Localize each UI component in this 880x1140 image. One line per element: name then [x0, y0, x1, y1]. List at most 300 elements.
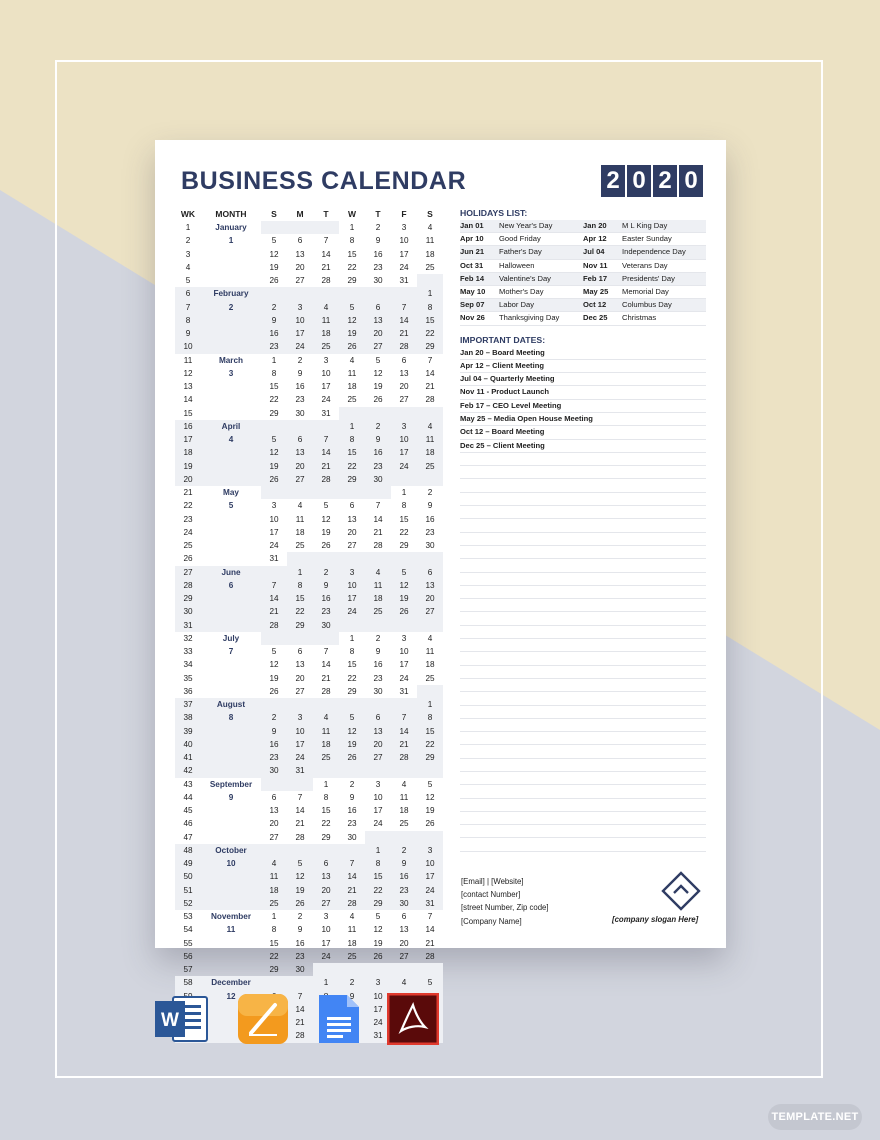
day-cell: 8 — [271, 925, 277, 935]
week-number: 40 — [183, 739, 193, 749]
week-row — [175, 592, 443, 605]
week-number: 44 — [183, 792, 193, 802]
week-row — [175, 804, 443, 817]
day-cell: 10 — [295, 726, 305, 736]
week-number: 51 — [183, 885, 193, 895]
holiday-entry — [583, 312, 706, 324]
day-cell: 22 — [269, 395, 279, 405]
week-number: 47 — [183, 832, 193, 842]
day-cell: 5 — [297, 859, 303, 868]
day-cell: 21 — [295, 1018, 305, 1027]
day-cell: 7 — [401, 713, 407, 723]
day-cell: 13 — [321, 872, 331, 882]
day-cell: 17 — [425, 872, 435, 882]
day-cell: 25 — [295, 541, 305, 550]
day-cell: 21 — [321, 461, 331, 471]
day-cell: 5 — [427, 978, 433, 988]
day-cell: 1 — [323, 978, 329, 988]
day-cell: 5 — [349, 713, 355, 723]
day-cell: 14 — [347, 872, 357, 882]
week-number: 52 — [183, 898, 193, 908]
important-date-item: Jul 04 – Quarterly Meeting — [460, 373, 706, 386]
day-cell: 9 — [375, 236, 381, 246]
holiday-row — [460, 260, 706, 273]
day-cell: 8 — [401, 501, 407, 511]
column-header: F — [401, 209, 407, 219]
week-number: 1 — [185, 223, 191, 232]
day-cell: 27 — [269, 832, 279, 842]
day-cell: 2 — [297, 355, 303, 365]
blank-line — [460, 759, 706, 772]
day-cell: 21 — [425, 938, 435, 948]
contact-line: [Company Name] — [461, 916, 522, 926]
day-cell: 26 — [269, 276, 279, 285]
empty-cell — [287, 221, 313, 234]
day-cell: 31 — [399, 686, 409, 696]
week-number: 17 — [183, 435, 193, 444]
day-cell: 30 — [295, 408, 305, 418]
holiday-date: Feb 17 — [583, 273, 608, 283]
company-logo-icon — [661, 871, 701, 911]
day-cell: 19 — [425, 806, 435, 815]
day-cell: 23 — [425, 527, 435, 537]
day-cell: 3 — [323, 355, 329, 365]
day-cell: 5 — [401, 567, 407, 577]
day-cell: 11 — [295, 514, 305, 524]
word-icon[interactable] — [155, 993, 211, 1045]
week-number: 16 — [183, 421, 193, 431]
google-docs-icon[interactable] — [317, 993, 361, 1045]
day-cell: 28 — [321, 474, 331, 484]
calendar-table — [175, 207, 443, 1043]
day-cell: 18 — [295, 527, 305, 537]
week-number: 33 — [183, 647, 193, 656]
holiday-date: Apr 12 — [583, 234, 607, 244]
day-cell: 7 — [427, 355, 433, 365]
day-cell: 28 — [321, 276, 331, 285]
day-cell: 23 — [295, 951, 305, 961]
day-cell: 31 — [295, 766, 305, 776]
week-row — [175, 261, 443, 274]
day-cell: 1 — [323, 779, 329, 789]
day-cell: 20 — [373, 329, 383, 338]
blank-line — [460, 838, 706, 851]
day-cell: 29 — [269, 408, 279, 418]
day-cell: 16 — [269, 739, 279, 749]
week-row — [175, 287, 443, 300]
day-cell: 18 — [425, 249, 435, 259]
month-name: June — [221, 567, 241, 577]
day-cell: 27 — [373, 342, 383, 352]
day-cell: 26 — [347, 342, 357, 352]
day-cell: 27 — [295, 474, 305, 484]
day-cell: 12 — [425, 792, 435, 802]
week-number: 3 — [185, 249, 191, 259]
holiday-row — [460, 233, 706, 246]
day-cell: 17 — [373, 1004, 383, 1014]
holiday-row — [460, 312, 706, 325]
week-row — [175, 314, 443, 327]
week-number: 27 — [183, 567, 193, 577]
month-name: November — [210, 912, 252, 921]
day-cell: 17 — [399, 660, 409, 670]
day-cell: 26 — [269, 686, 279, 696]
holiday-row — [460, 220, 706, 233]
holiday-name: Veterans Day — [622, 260, 668, 270]
day-cell: 19 — [269, 262, 279, 272]
day-cell: 22 — [347, 262, 357, 272]
week-number: 49 — [183, 859, 193, 868]
day-cell: 24 — [399, 461, 409, 471]
holiday-entry — [583, 286, 706, 298]
day-cell: 31 — [269, 554, 279, 564]
important-date-item: May 25 – Media Open House Meeting — [460, 413, 706, 426]
day-cell: 24 — [425, 885, 435, 895]
day-cell: 23 — [321, 607, 331, 617]
day-cell: 21 — [321, 262, 331, 272]
month-name: December — [211, 978, 251, 988]
blank-line — [460, 785, 706, 798]
month-number: 8 — [228, 713, 234, 723]
day-cell: 21 — [269, 607, 279, 617]
day-cell: 14 — [269, 594, 279, 603]
week-row — [175, 552, 443, 565]
day-cell: 7 — [427, 912, 433, 921]
day-cell: 14 — [321, 660, 331, 670]
month-number: 1 — [228, 236, 234, 246]
week-number: 31 — [183, 620, 193, 630]
week-row — [175, 605, 443, 618]
day-cell: 13 — [295, 249, 305, 259]
day-cell: 24 — [373, 819, 383, 829]
week-number: 29 — [183, 594, 193, 603]
blank-line — [460, 506, 706, 519]
holiday-date: Jan 01 — [460, 221, 484, 230]
day-cell: 3 — [349, 567, 355, 577]
day-cell: 9 — [271, 315, 277, 325]
day-cell: 7 — [375, 501, 381, 511]
day-cell: 11 — [425, 236, 435, 246]
week-number: 30 — [183, 607, 193, 617]
day-cell: 19 — [269, 673, 279, 683]
day-cell: 9 — [349, 991, 355, 1001]
day-cell: 27 — [399, 951, 409, 961]
column-header: WK — [180, 209, 196, 219]
day-cell: 22 — [425, 329, 435, 338]
column-header: T — [323, 209, 329, 219]
holiday-entry — [460, 246, 583, 258]
day-cell: 18 — [321, 329, 331, 338]
pages-icon[interactable] — [237, 993, 289, 1045]
week-number: 13 — [183, 382, 193, 391]
week-number: 56 — [183, 951, 193, 961]
blank-line — [460, 706, 706, 719]
day-cell: 22 — [373, 885, 383, 895]
holiday-date: Feb 14 — [460, 273, 485, 283]
day-cell: 14 — [425, 368, 435, 378]
holiday-name: Thanksgiving Day — [499, 313, 560, 323]
day-cell: 5 — [271, 236, 277, 246]
day-cell: 22 — [347, 461, 357, 471]
day-cell: 6 — [401, 355, 407, 365]
day-cell: 12 — [373, 925, 383, 935]
week-number: 5 — [185, 276, 191, 285]
day-cell: 18 — [347, 938, 357, 948]
holiday-name: Presidents' Day — [622, 273, 675, 283]
day-cell: 28 — [425, 395, 435, 405]
empty-cell — [261, 221, 287, 234]
holiday-date: Jul 04 — [583, 247, 605, 257]
week-number: 34 — [183, 660, 193, 670]
day-cell: 22 — [295, 607, 305, 617]
day-cell: 4 — [349, 912, 355, 921]
day-cell: 26 — [269, 474, 279, 484]
week-row — [175, 751, 443, 764]
day-cell: 9 — [375, 647, 381, 656]
day-cell: 30 — [269, 766, 279, 776]
empty-cell — [287, 632, 313, 645]
contact-line: [street Number, Zip code] — [461, 903, 549, 913]
week-row — [175, 327, 443, 340]
column-header: S — [427, 209, 433, 219]
week-row — [175, 393, 443, 406]
day-cell: 29 — [347, 474, 357, 484]
day-cell: 14 — [373, 514, 383, 524]
day-cell: 25 — [425, 461, 435, 471]
blank-line — [460, 719, 706, 732]
day-cell: 25 — [425, 262, 435, 272]
month-name: August — [216, 700, 246, 709]
day-cell: 5 — [271, 435, 277, 444]
day-cell: 8 — [323, 792, 329, 802]
day-cell: 11 — [425, 647, 435, 656]
holiday-entry — [460, 273, 583, 285]
day-cell: 30 — [399, 898, 409, 908]
day-cell: 20 — [295, 262, 305, 272]
day-cell: 23 — [399, 885, 409, 895]
day-cell: 6 — [297, 435, 303, 444]
day-cell: 10 — [321, 925, 331, 935]
week-number: 41 — [183, 753, 193, 762]
empty-cell — [417, 552, 443, 565]
day-cell: 28 — [399, 342, 409, 352]
day-cell: 28 — [399, 753, 409, 762]
empty-cell — [417, 407, 443, 420]
day-cell: 11 — [269, 872, 279, 882]
day-cell: 1 — [427, 289, 433, 299]
day-cell: 18 — [373, 594, 383, 603]
month-name: July — [222, 633, 240, 643]
holiday-name: Independence Day — [622, 247, 686, 257]
day-cell: 12 — [373, 368, 383, 378]
day-cell: 17 — [399, 249, 409, 259]
day-cell: 19 — [373, 938, 383, 948]
empty-cell — [391, 831, 417, 844]
empty-cell — [313, 632, 339, 645]
day-cell: 12 — [347, 315, 357, 325]
day-cell: 5 — [375, 912, 381, 921]
day-cell: 31 — [425, 898, 435, 908]
day-cell: 19 — [399, 594, 409, 603]
day-cell: 11 — [321, 315, 331, 325]
important-heading: IMPORTANT DATES: — [460, 334, 546, 345]
month-number: 11 — [226, 925, 236, 935]
week-number: 12 — [183, 368, 193, 378]
contact-line: [contact Number] — [461, 890, 521, 900]
day-cell: 15 — [425, 315, 435, 325]
important-date-item: Dec 25 – Client Meeting — [460, 440, 706, 453]
day-cell: 2 — [349, 978, 355, 988]
template-net-badge[interactable]: TEMPLATE.NET — [768, 1104, 862, 1130]
day-cell: 1 — [401, 488, 407, 497]
holiday-date: May 25 — [583, 286, 609, 296]
day-cell: 23 — [269, 342, 279, 352]
day-cell: 29 — [269, 965, 279, 974]
day-cell: 14 — [425, 925, 435, 935]
week-row — [175, 526, 443, 539]
day-cell: 20 — [295, 673, 305, 683]
document-title: BUSINESS CALENDAR — [181, 167, 467, 195]
day-cell: 11 — [347, 368, 357, 378]
blank-line — [460, 479, 706, 492]
day-cell: 6 — [427, 567, 433, 577]
blank-line — [460, 586, 706, 599]
day-cell: 10 — [347, 580, 357, 590]
blank-line — [460, 679, 706, 692]
day-cell: 15 — [321, 806, 331, 815]
holiday-date: Nov 11 — [583, 260, 608, 270]
day-cell: 15 — [295, 594, 305, 603]
blank-line — [460, 745, 706, 758]
day-cell: 19 — [347, 329, 357, 338]
day-cell: 12 — [399, 580, 409, 590]
week-row — [175, 579, 443, 592]
important-dates-list — [460, 347, 706, 852]
day-cell: 20 — [295, 461, 305, 471]
holiday-entry — [460, 286, 583, 298]
day-cell: 29 — [373, 898, 383, 908]
empty-cell — [261, 632, 287, 645]
day-cell: 29 — [347, 686, 357, 696]
day-cell: 28 — [269, 620, 279, 630]
day-cell: 31 — [373, 1031, 383, 1041]
day-cell: 17 — [295, 329, 305, 338]
day-cell: 16 — [373, 249, 383, 259]
day-cell: 29 — [425, 753, 435, 762]
important-date-item: Apr 12 – Client Meeting — [460, 360, 706, 373]
day-cell: 15 — [347, 249, 357, 259]
blank-line — [460, 666, 706, 679]
day-cell: 29 — [425, 342, 435, 352]
holiday-entry — [460, 220, 583, 232]
day-cell: 10 — [295, 315, 305, 325]
day-cell: 25 — [399, 819, 409, 829]
day-cell: 3 — [401, 223, 407, 232]
week-row — [175, 764, 443, 777]
day-cell: 22 — [321, 819, 331, 829]
day-cell: 20 — [399, 382, 409, 391]
day-cell: 11 — [347, 925, 357, 935]
blank-line — [460, 692, 706, 705]
day-cell: 30 — [321, 620, 331, 630]
acrobat-icon[interactable] — [387, 993, 439, 1045]
month-number: 6 — [228, 580, 234, 590]
calendar-header-row — [175, 207, 443, 221]
holiday-name: Easter Sunday — [622, 234, 672, 244]
week-number: 9 — [185, 329, 191, 338]
week-number: 22 — [183, 501, 193, 511]
week-row — [175, 433, 443, 446]
week-row — [175, 460, 443, 473]
day-cell: 23 — [373, 673, 383, 683]
day-cell: 25 — [347, 951, 357, 961]
day-cell: 9 — [297, 925, 303, 935]
day-cell: 18 — [347, 382, 357, 391]
day-cell: 4 — [401, 978, 407, 988]
column-header: T — [375, 209, 381, 219]
week-row — [175, 698, 443, 711]
day-cell: 9 — [349, 792, 355, 802]
empty-cell — [417, 685, 443, 698]
day-cell: 25 — [425, 673, 435, 683]
day-cell: 27 — [321, 898, 331, 908]
day-cell: 26 — [321, 541, 331, 550]
day-cell: 8 — [375, 859, 381, 868]
blank-line — [460, 612, 706, 625]
day-cell: 25 — [347, 395, 357, 405]
day-cell: 2 — [297, 912, 303, 921]
blank-line — [460, 559, 706, 572]
empty-cell — [365, 486, 391, 499]
day-cell: 24 — [399, 262, 409, 272]
week-number: 28 — [183, 580, 193, 590]
blank-line — [460, 519, 706, 532]
week-row — [175, 831, 443, 844]
day-cell: 16 — [373, 660, 383, 670]
week-number: 15 — [183, 408, 193, 418]
day-cell: 6 — [375, 713, 381, 723]
column-header: M — [296, 209, 304, 219]
day-cell: 22 — [399, 527, 409, 537]
day-cell: 10 — [321, 368, 331, 378]
week-row — [175, 870, 443, 883]
day-cell: 16 — [269, 329, 279, 338]
day-cell: 1 — [349, 421, 355, 431]
day-cell: 19 — [321, 527, 331, 537]
week-number: 24 — [183, 527, 193, 537]
year-digit: 0 — [679, 165, 703, 197]
holiday-entry — [460, 312, 583, 324]
day-cell: 26 — [295, 898, 305, 908]
blank-line — [460, 639, 706, 652]
day-cell: 17 — [373, 806, 383, 815]
blank-line — [460, 652, 706, 665]
day-cell: 10 — [399, 435, 409, 444]
week-number: 8 — [185, 315, 191, 325]
week-row — [175, 738, 443, 751]
week-row — [175, 221, 443, 234]
week-row — [175, 248, 443, 261]
empty-cell — [339, 963, 365, 976]
holiday-date: Oct 12 — [583, 300, 607, 310]
day-cell: 9 — [401, 859, 407, 868]
week-number: 37 — [183, 700, 193, 709]
day-cell: 25 — [321, 753, 331, 762]
holiday-name: Good Friday — [499, 234, 541, 244]
day-cell: 5 — [323, 501, 329, 511]
day-cell: 2 — [349, 779, 355, 789]
week-row — [175, 791, 443, 804]
